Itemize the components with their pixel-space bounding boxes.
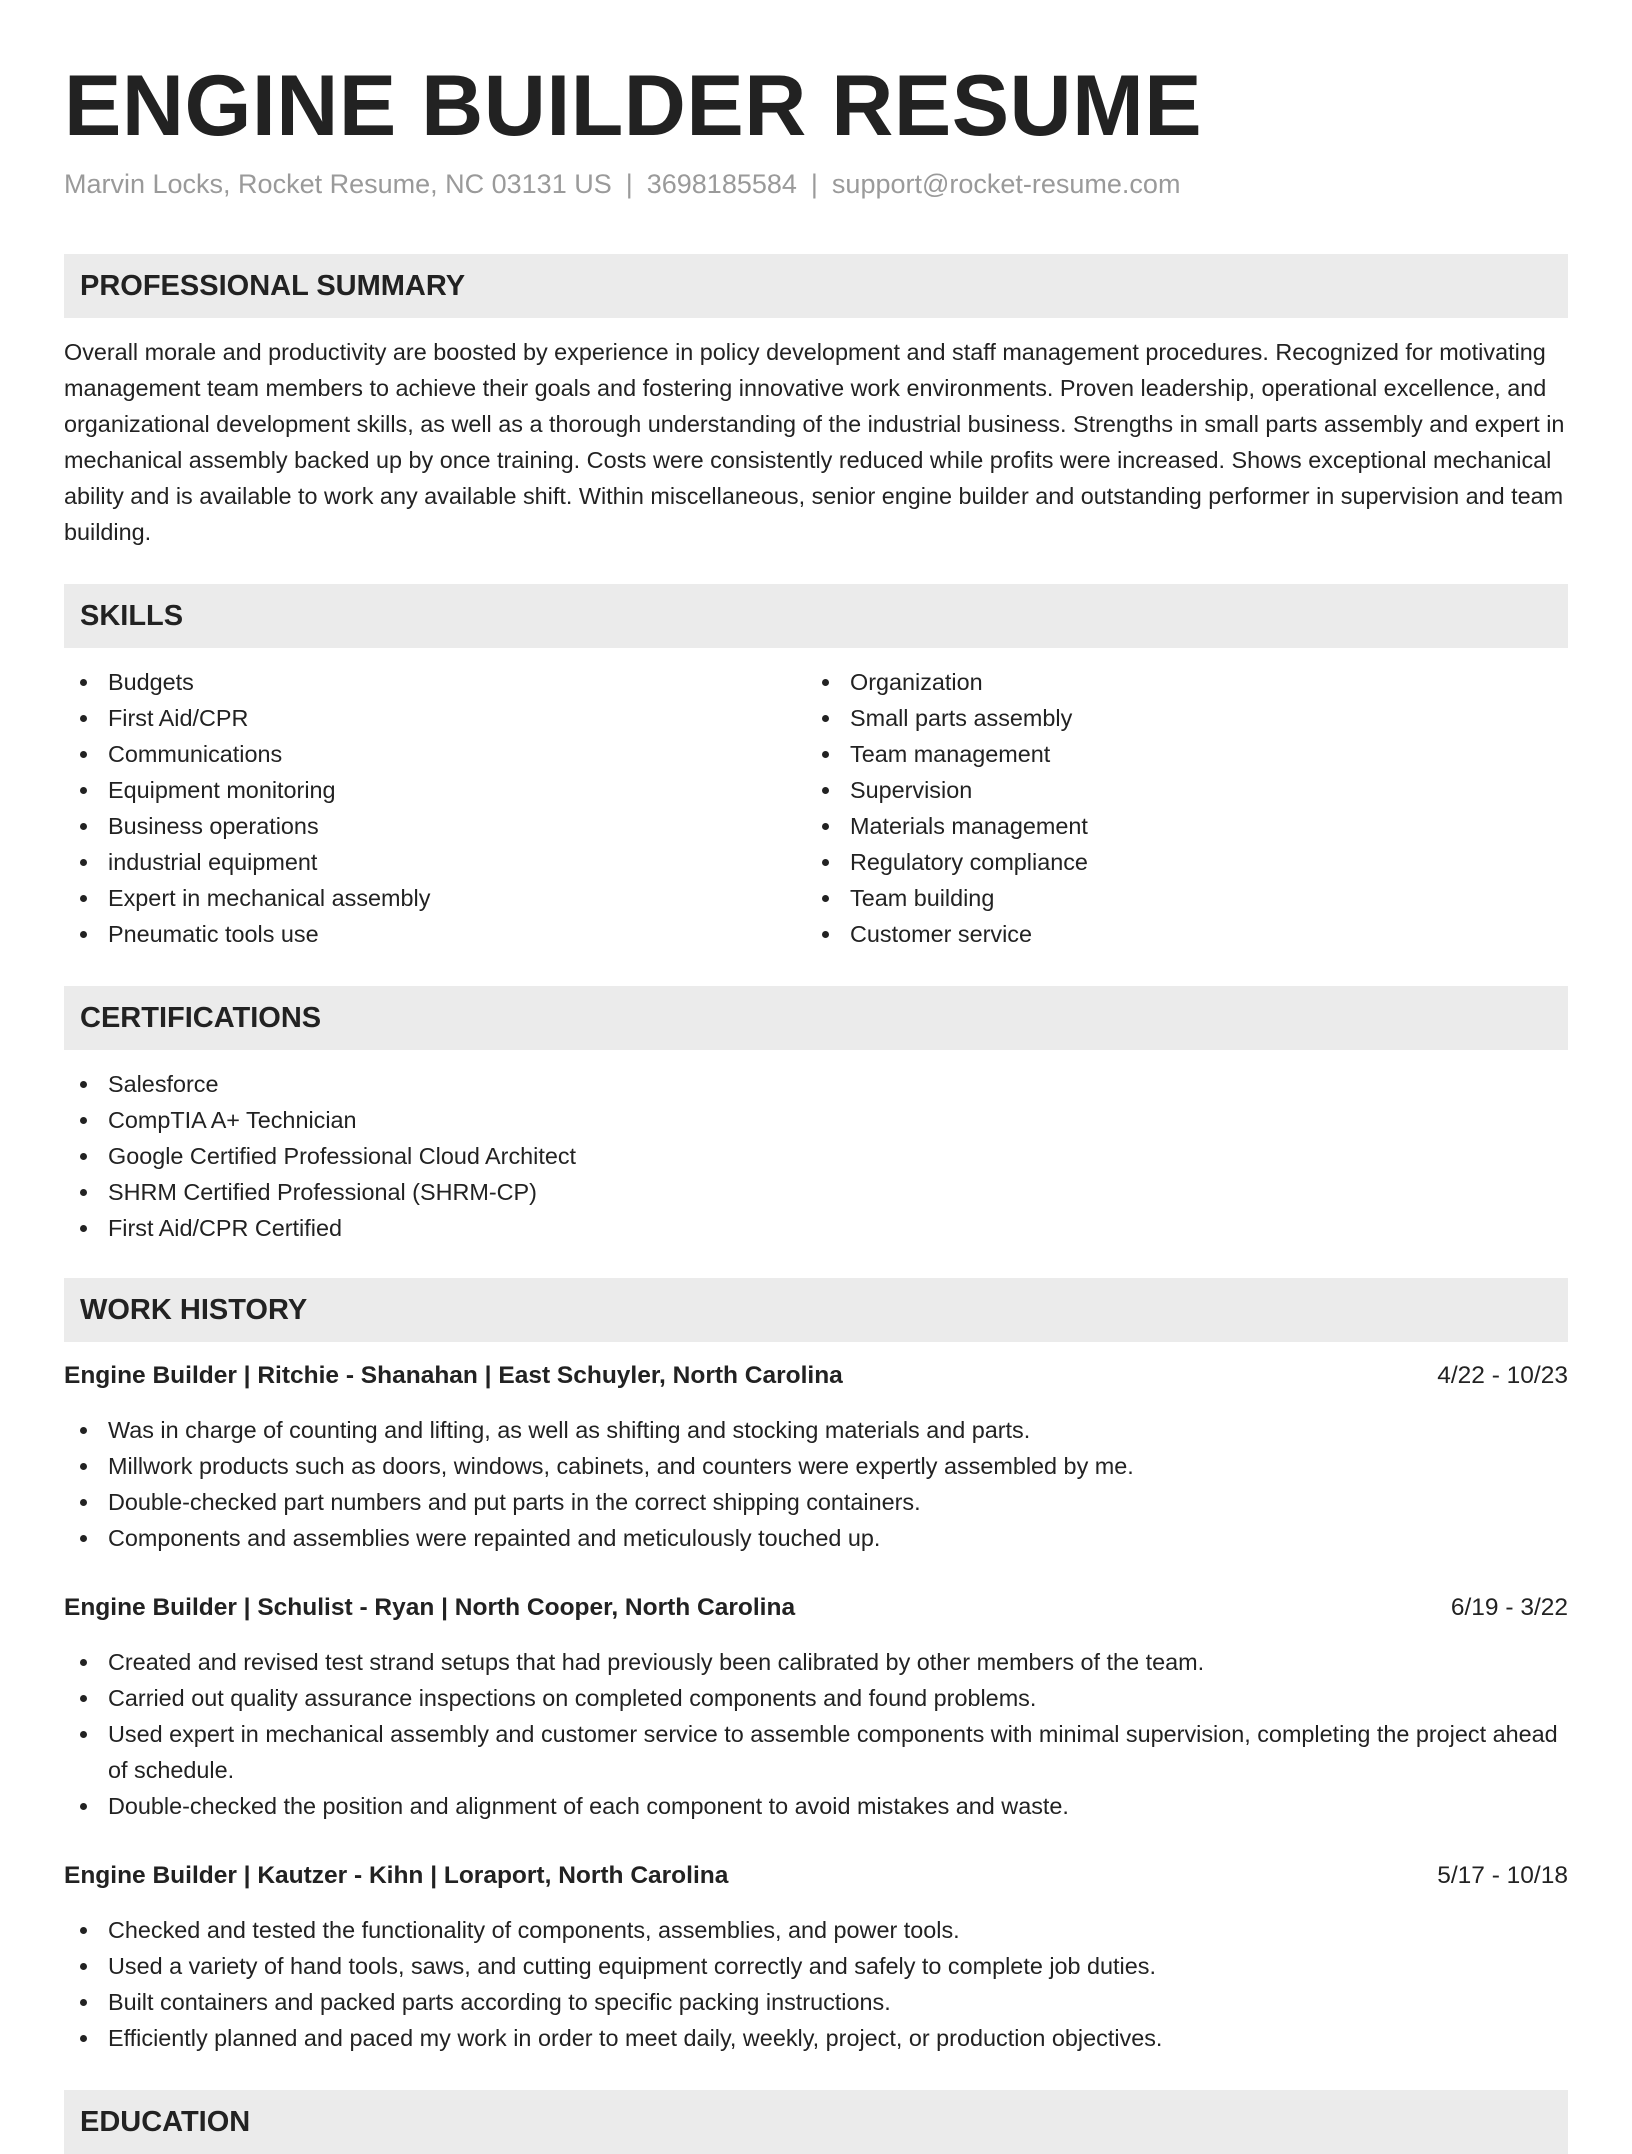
job-duty: Millwork products such as doors, windows, cabinets, and counters were expertly assembled by me.	[64, 1448, 1568, 1484]
skill-item: Business operations	[64, 808, 764, 844]
certification-item: First Aid/CPR Certified	[64, 1210, 1568, 1246]
job-duty: Used a variety of hand tools, saws, and cutting equipment correctly and safely to complete job duties.	[64, 1948, 1568, 1984]
job-entry	[64, 1358, 1568, 1556]
resume-title: ENGINE BUILDER RESUME	[64, 58, 1203, 154]
skill-item: Supervision	[806, 772, 1506, 808]
job-duty: Double-checked the position and alignment of each component to avoid mistakes and waste.	[64, 1788, 1568, 1824]
job-header	[64, 1590, 1568, 1626]
section-heading-certifications: CERTIFICATIONS	[64, 986, 1568, 1050]
job-header	[64, 1358, 1568, 1394]
skill-item: Expert in mechanical assembly	[64, 880, 764, 916]
skill-item: Equipment monitoring	[64, 772, 764, 808]
contact-email: support@rocket-resume.com	[831, 169, 1181, 199]
section-heading-summary: PROFESSIONAL SUMMARY	[64, 254, 1568, 318]
job-duty: Carried out quality assurance inspections on completed components and found problems.	[64, 1680, 1568, 1716]
skill-item: industrial equipment	[64, 844, 764, 880]
job-entry	[64, 1858, 1568, 2056]
skills-list-left	[64, 664, 764, 952]
skill-item: Customer service	[806, 916, 1506, 952]
skill-item: Small parts assembly	[806, 700, 1506, 736]
section-heading-skills: SKILLS	[64, 584, 1568, 648]
job-dates: 6/19 - 3/22	[1450, 1594, 1568, 1621]
skill-item: Pneumatic tools use	[64, 916, 764, 952]
job-duty: Created and revised test strand setups that had previously been calibrated by other members of the team.	[64, 1644, 1568, 1680]
skill-item: Budgets	[64, 664, 764, 700]
contact-separator: |	[810, 169, 818, 199]
skill-item: Team management	[806, 736, 1506, 772]
contact-phone: 3698185584	[646, 169, 797, 199]
job-duty: Checked and tested the functionality of components, assemblies, and power tools.	[64, 1912, 1568, 1948]
job-duties-list	[64, 1644, 1568, 1824]
job-dates: 5/17 - 10/18	[1437, 1862, 1568, 1889]
job-duties-list	[64, 1412, 1568, 1556]
skill-item: Regulatory compliance	[806, 844, 1506, 880]
certification-item: CompTIA A+ Technician	[64, 1102, 1568, 1138]
certification-item: Salesforce	[64, 1066, 1568, 1102]
section-heading-work-history: WORK HISTORY	[64, 1278, 1568, 1342]
job-duties-list	[64, 1912, 1568, 2056]
job-duty: Built containers and packed parts according to specific packing instructions.	[64, 1984, 1568, 2020]
contact-address: Marvin Locks, Rocket Resume, NC 03131 US	[64, 169, 612, 199]
job-duty: Was in charge of counting and lifting, as well as shifting and stocking materials and parts.	[64, 1412, 1568, 1448]
job-duty: Components and assemblies were repainted and meticulously touched up.	[64, 1520, 1568, 1556]
job-duty: Double-checked part numbers and put parts in the correct shipping containers.	[64, 1484, 1568, 1520]
job-duty: Used expert in mechanical assembly and customer service to assemble components with minimal supervision, completing the project ahead of schedule.	[64, 1716, 1568, 1788]
contact-separator: |	[625, 169, 633, 199]
certification-item: Google Certified Professional Cloud Architect	[64, 1138, 1568, 1174]
job-dates: 4/22 - 10/23	[1437, 1362, 1568, 1389]
job-title: Engine Builder | Ritchie - Shanahan | East Schuyler, North Carolina	[64, 1362, 843, 1389]
skill-item: Materials management	[806, 808, 1506, 844]
job-entry	[64, 1590, 1568, 1824]
summary-text: Overall morale and productivity are boosted by experience in policy development and staff management procedures. Recognized for motivating management team members to achieve their goals and fostering innovative work environments. Proven leadership, operational excellence, and organizational development skills, as well as a thorough understanding of the industrial business. Strengths in small parts assembly and expert in mechanical assembly backed up by once training. Costs were consistently reduced while profits were increased. Shows exceptional mechanical ability and is available to work any available shift. Within miscellaneous, senior engine builder and outstanding performer in supervision and team building.	[64, 339, 1565, 545]
contact-line	[64, 166, 1180, 202]
skill-item: Organization	[806, 664, 1506, 700]
job-duty: Efficiently planned and paced my work in order to meet daily, weekly, project, or production objectives.	[64, 2020, 1568, 2056]
job-header	[64, 1858, 1568, 1894]
skill-item: Team building	[806, 880, 1506, 916]
certification-item: SHRM Certified Professional (SHRM-CP)	[64, 1174, 1568, 1210]
certifications-list	[64, 1066, 1568, 1246]
skill-item: Communications	[64, 736, 764, 772]
skills-list-right	[806, 664, 1506, 952]
job-title: Engine Builder | Schulist - Ryan | North Cooper, North Carolina	[64, 1594, 796, 1621]
section-heading-education: EDUCATION	[64, 2090, 1568, 2154]
skill-item: First Aid/CPR	[64, 700, 764, 736]
job-title: Engine Builder | Kautzer - Kihn | Loraport, North Carolina	[64, 1862, 729, 1889]
